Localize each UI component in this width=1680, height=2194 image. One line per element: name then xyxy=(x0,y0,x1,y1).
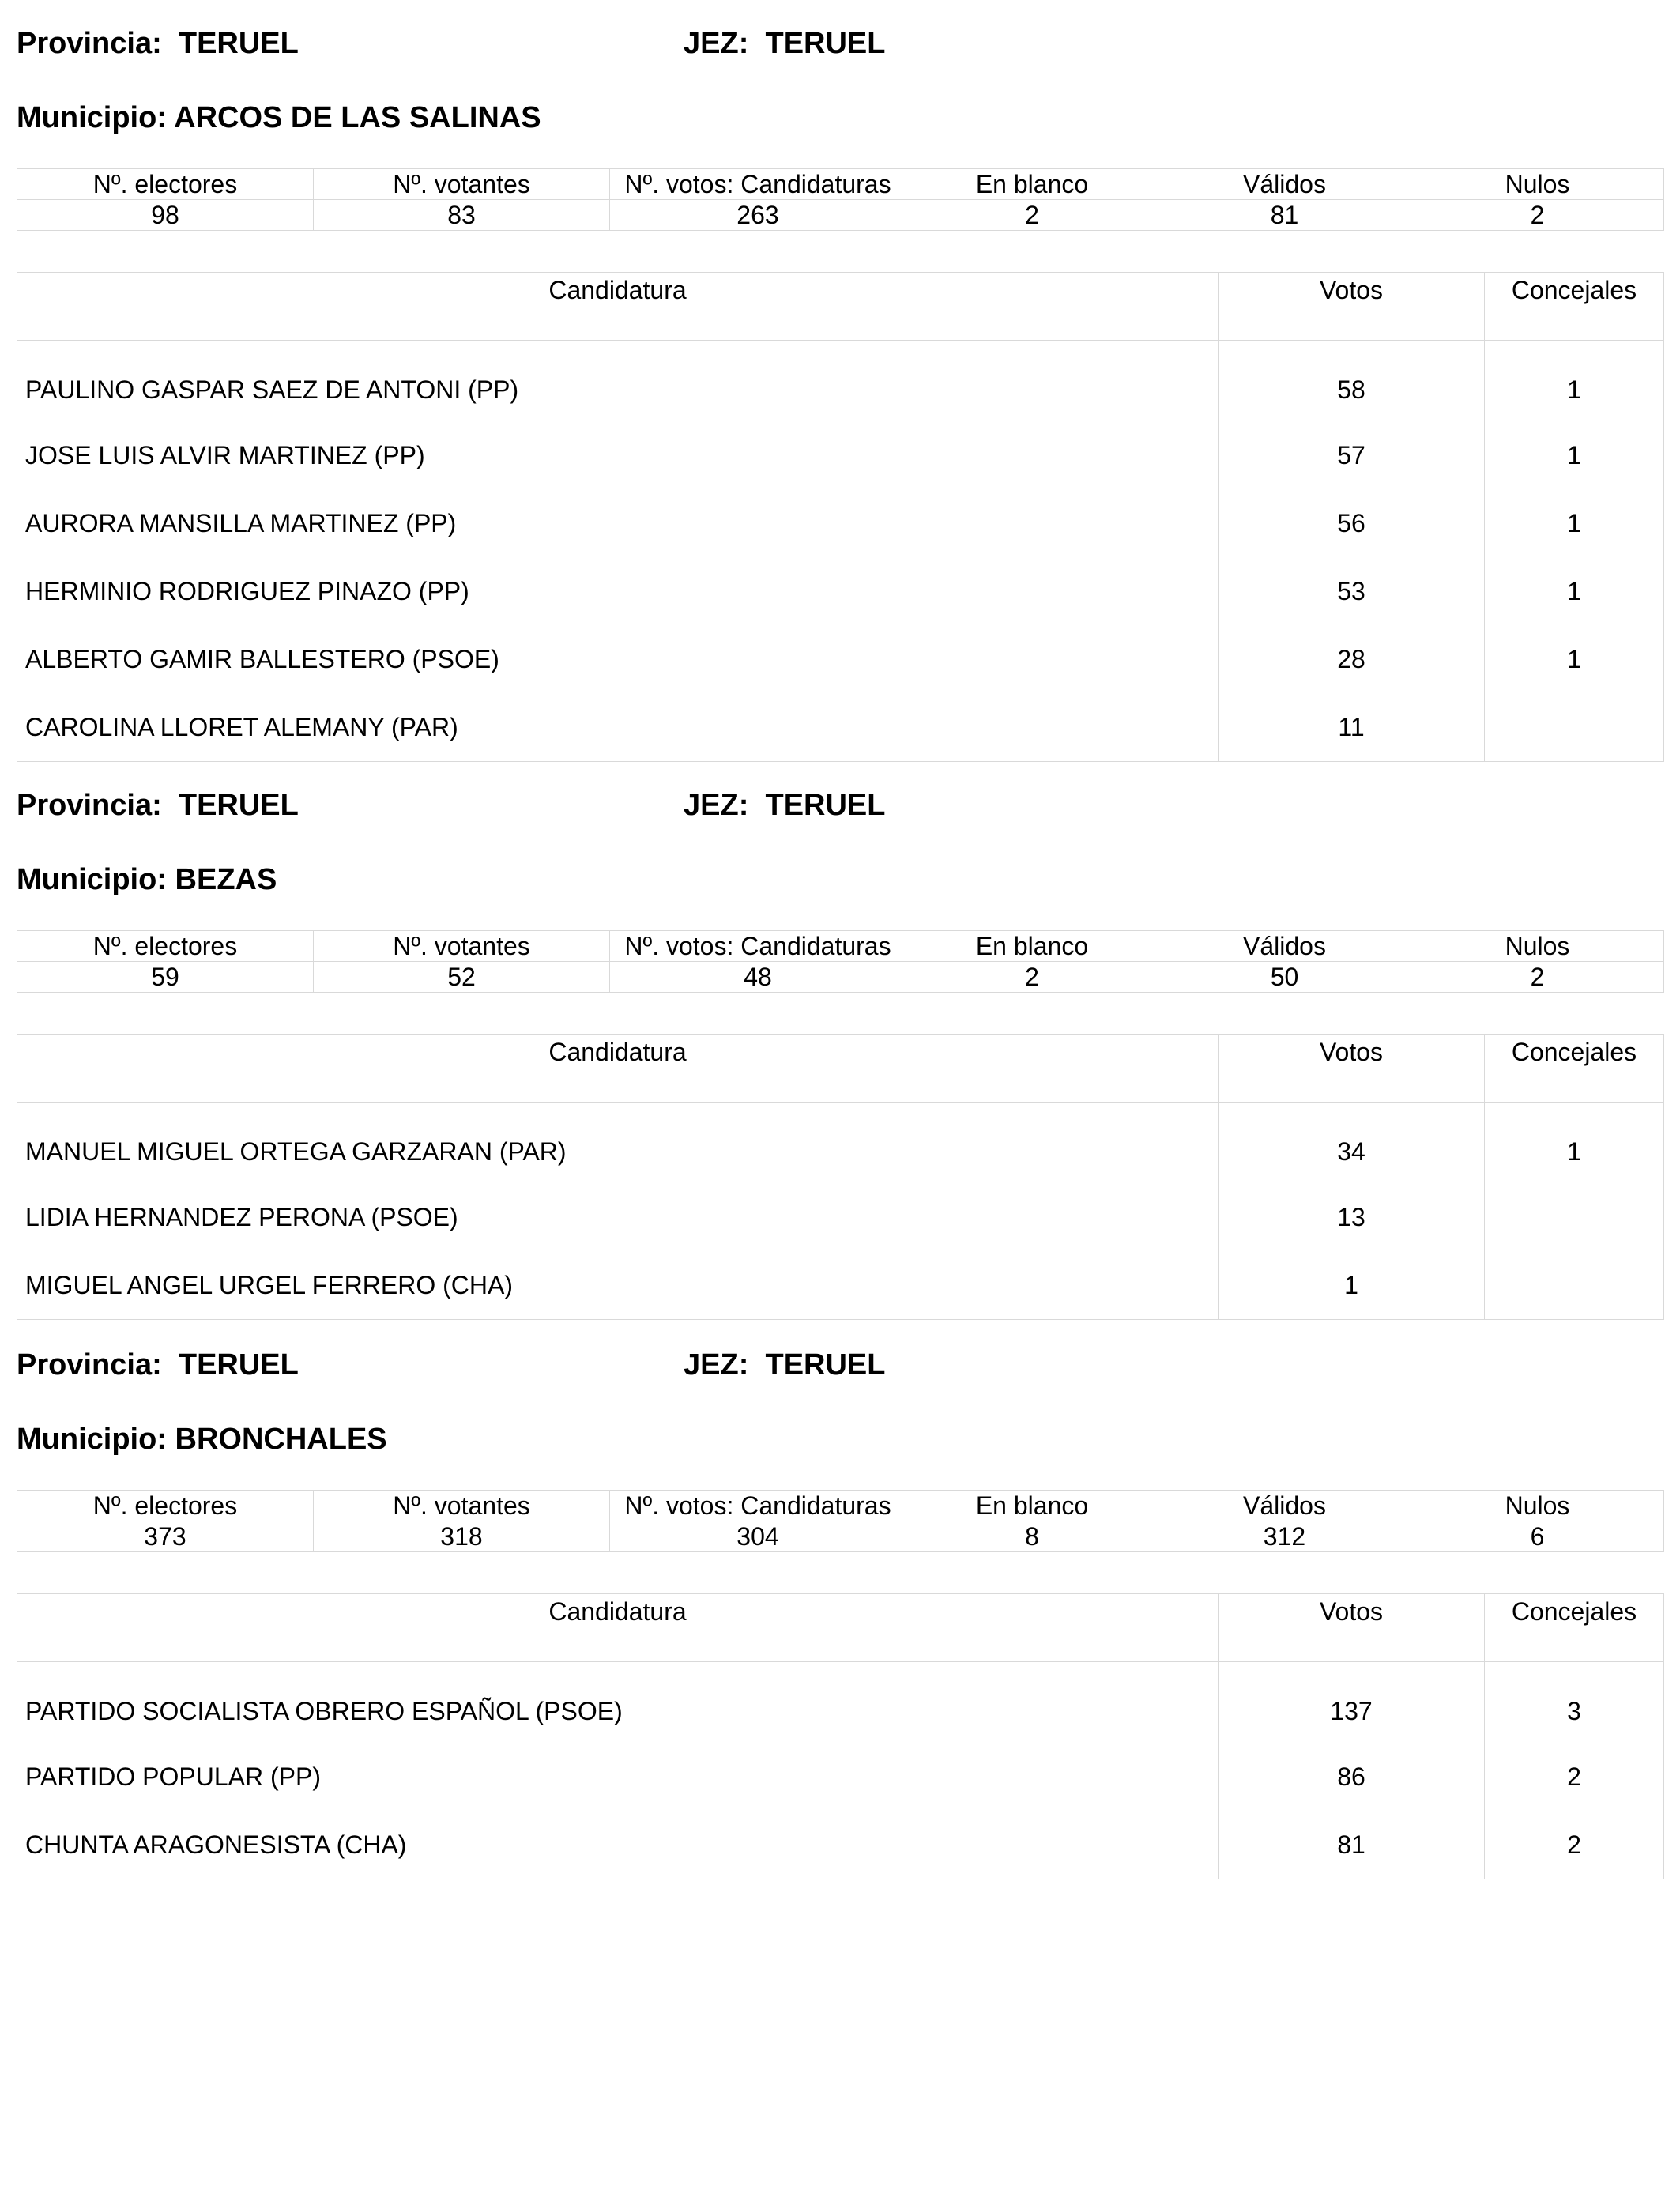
municipio-label: Municipio: xyxy=(17,101,167,134)
candidates-header-row xyxy=(17,273,1664,341)
jez-value: TERUEL xyxy=(765,27,886,60)
header-concejales: Concejales xyxy=(1485,1035,1664,1103)
candidate-votos: 34 xyxy=(1219,1103,1485,1184)
stats-header-row xyxy=(17,169,1664,200)
municipio-value: ARCOS DE LAS SALINAS xyxy=(174,101,541,134)
candidates-table xyxy=(17,1034,1664,1320)
candidate-votos: 53 xyxy=(1219,557,1485,625)
candidates-header-row xyxy=(17,1594,1664,1662)
candidate-row xyxy=(17,557,1664,625)
candidate-name: LIDIA HERNANDEZ PERONA (PSOE) xyxy=(17,1183,1219,1251)
candidate-votos: 56 xyxy=(1219,489,1485,557)
provincia-label: Provincia: xyxy=(17,27,162,60)
jez-value: TERUEL xyxy=(765,1348,886,1382)
candidate-concejales xyxy=(1485,1251,1664,1320)
candidate-name: ALBERTO GAMIR BALLESTERO (PSOE) xyxy=(17,625,1219,693)
stats-header-votantes: Nº. votantes xyxy=(314,931,610,962)
stats-header-electores: Nº. electores xyxy=(17,931,314,962)
provincia-label: Provincia: xyxy=(17,1348,162,1382)
stats-header-validos: Válidos xyxy=(1158,1491,1411,1521)
stats-header-row xyxy=(17,931,1664,962)
stats-value-en-blanco: 2 xyxy=(906,962,1158,993)
stats-value-nulos: 6 xyxy=(1411,1521,1664,1552)
stats-header-en-blanco: En blanco xyxy=(906,1491,1158,1521)
stats-header-votos-candidaturas: Nº. votos: Candidaturas xyxy=(610,1491,906,1521)
candidate-concejales xyxy=(1485,1183,1664,1251)
candidate-name: AURORA MANSILLA MARTINEZ (PP) xyxy=(17,489,1219,557)
candidate-name: HERMINIO RODRIGUEZ PINAZO (PP) xyxy=(17,557,1219,625)
stats-header-electores: Nº. electores xyxy=(17,1491,314,1521)
candidate-votos: 81 xyxy=(1219,1811,1485,1879)
header-votos: Votos xyxy=(1219,273,1485,341)
candidate-concejales: 1 xyxy=(1485,625,1664,693)
municipio-label: Municipio: xyxy=(17,863,167,896)
candidate-votos: 86 xyxy=(1219,1743,1485,1811)
candidate-votos: 28 xyxy=(1219,625,1485,693)
candidate-row xyxy=(17,1743,1664,1811)
candidate-name: JOSE LUIS ALVIR MARTINEZ (PP) xyxy=(17,421,1219,489)
provincia-value: TERUEL xyxy=(178,789,299,822)
stats-table xyxy=(17,168,1664,231)
candidate-votos: 137 xyxy=(1219,1662,1485,1744)
stats-value-votos-candidaturas: 48 xyxy=(610,962,906,993)
stats-header-nulos: Nulos xyxy=(1411,931,1664,962)
municipio-title xyxy=(17,863,277,897)
stats-value-nulos: 2 xyxy=(1411,962,1664,993)
stats-value-validos: 81 xyxy=(1158,200,1411,231)
provincia-value: TERUEL xyxy=(178,1348,299,1382)
candidate-name: CAROLINA LLORET ALEMANY (PAR) xyxy=(17,693,1219,762)
municipio-section xyxy=(17,789,1663,1299)
candidate-row xyxy=(17,1103,1664,1184)
candidates-table xyxy=(17,1593,1664,1879)
stats-value-votos-candidaturas: 263 xyxy=(610,200,906,231)
candidate-name: MIGUEL ANGEL URGEL FERRERO (CHA) xyxy=(17,1251,1219,1320)
candidate-row xyxy=(17,1662,1664,1744)
candidate-row xyxy=(17,693,1664,762)
candidate-concejales: 1 xyxy=(1485,489,1664,557)
candidates-header-row xyxy=(17,1035,1664,1103)
stats-value-en-blanco: 8 xyxy=(906,1521,1158,1552)
header-candidatura: Candidatura xyxy=(17,1594,1219,1662)
stats-value-validos: 312 xyxy=(1158,1521,1411,1552)
stats-value-en-blanco: 2 xyxy=(906,200,1158,231)
candidate-concejales: 1 xyxy=(1485,557,1664,625)
candidate-row xyxy=(17,625,1664,693)
provincia-value: TERUEL xyxy=(178,27,299,60)
municipio-section xyxy=(17,27,1663,741)
municipio-value: BEZAS xyxy=(175,863,277,896)
municipio-value: BRONCHALES xyxy=(175,1423,387,1456)
provincia-line xyxy=(17,1348,299,1382)
stats-header-nulos: Nulos xyxy=(1411,1491,1664,1521)
candidate-votos: 58 xyxy=(1219,341,1485,422)
header-votos: Votos xyxy=(1219,1594,1485,1662)
provincia-line xyxy=(17,27,299,61)
stats-header-votos-candidaturas: Nº. votos: Candidaturas xyxy=(610,931,906,962)
jez-label: JEZ: xyxy=(684,27,749,60)
stats-value-votantes: 52 xyxy=(314,962,610,993)
stats-table xyxy=(17,930,1664,993)
provincia-line xyxy=(17,789,299,823)
stats-value-row xyxy=(17,200,1664,231)
jez-line xyxy=(684,789,885,823)
stats-header-votos-candidaturas: Nº. votos: Candidaturas xyxy=(610,169,906,200)
stats-value-row xyxy=(17,1521,1664,1552)
header-candidatura: Candidatura xyxy=(17,273,1219,341)
candidate-row xyxy=(17,1811,1664,1879)
candidate-concejales: 2 xyxy=(1485,1743,1664,1811)
candidate-row xyxy=(17,1251,1664,1320)
candidate-votos: 11 xyxy=(1219,693,1485,762)
candidate-concejales: 3 xyxy=(1485,1662,1664,1744)
jez-line xyxy=(684,1348,885,1382)
stats-value-electores: 98 xyxy=(17,200,314,231)
stats-value-validos: 50 xyxy=(1158,962,1411,993)
stats-value-votantes: 83 xyxy=(314,200,610,231)
candidates-table xyxy=(17,272,1664,762)
stats-header-en-blanco: En blanco xyxy=(906,931,1158,962)
stats-header-nulos: Nulos xyxy=(1411,169,1664,200)
stats-header-validos: Válidos xyxy=(1158,169,1411,200)
provincia-jez-header xyxy=(17,789,1663,836)
candidate-name: PAULINO GASPAR SAEZ DE ANTONI (PP) xyxy=(17,341,1219,422)
header-votos: Votos xyxy=(1219,1035,1485,1103)
provincia-jez-header xyxy=(17,1348,1663,1396)
stats-header-votantes: Nº. votantes xyxy=(314,1491,610,1521)
stats-header-row xyxy=(17,1491,1664,1521)
stats-value-electores: 59 xyxy=(17,962,314,993)
candidate-concejales: 1 xyxy=(1485,1103,1664,1184)
candidate-name: PARTIDO SOCIALISTA OBRERO ESPAÑOL (PSOE) xyxy=(17,1662,1219,1744)
jez-label: JEZ: xyxy=(684,1348,749,1382)
candidate-row xyxy=(17,489,1664,557)
provincia-jez-header xyxy=(17,27,1663,74)
candidate-votos: 57 xyxy=(1219,421,1485,489)
stats-value-votos-candidaturas: 304 xyxy=(610,1521,906,1552)
candidate-votos: 13 xyxy=(1219,1183,1485,1251)
stats-value-row xyxy=(17,962,1664,993)
jez-label: JEZ: xyxy=(684,789,749,822)
stats-table xyxy=(17,1490,1664,1552)
candidate-row xyxy=(17,421,1664,489)
municipio-section xyxy=(17,1348,1663,1859)
candidate-row xyxy=(17,1183,1664,1251)
stats-header-votantes: Nº. votantes xyxy=(314,169,610,200)
stats-value-votantes: 318 xyxy=(314,1521,610,1552)
municipio-title xyxy=(17,101,541,135)
stats-header-electores: Nº. electores xyxy=(17,169,314,200)
candidate-row xyxy=(17,341,1664,422)
candidate-concejales xyxy=(1485,693,1664,762)
municipio-label: Municipio: xyxy=(17,1423,167,1456)
candidate-votos: 1 xyxy=(1219,1251,1485,1320)
municipio-title xyxy=(17,1423,387,1457)
provincia-label: Provincia: xyxy=(17,789,162,822)
header-concejales: Concejales xyxy=(1485,273,1664,341)
candidate-concejales: 2 xyxy=(1485,1811,1664,1879)
candidate-concejales: 1 xyxy=(1485,341,1664,422)
stats-header-en-blanco: En blanco xyxy=(906,169,1158,200)
candidate-name: PARTIDO POPULAR (PP) xyxy=(17,1743,1219,1811)
jez-line xyxy=(684,27,885,61)
candidate-concejales: 1 xyxy=(1485,421,1664,489)
stats-value-electores: 373 xyxy=(17,1521,314,1552)
stats-value-nulos: 2 xyxy=(1411,200,1664,231)
candidate-name: CHUNTA ARAGONESISTA (CHA) xyxy=(17,1811,1219,1879)
jez-value: TERUEL xyxy=(765,789,886,822)
header-candidatura: Candidatura xyxy=(17,1035,1219,1103)
header-concejales: Concejales xyxy=(1485,1594,1664,1662)
candidate-name: MANUEL MIGUEL ORTEGA GARZARAN (PAR) xyxy=(17,1103,1219,1184)
stats-header-validos: Válidos xyxy=(1158,931,1411,962)
